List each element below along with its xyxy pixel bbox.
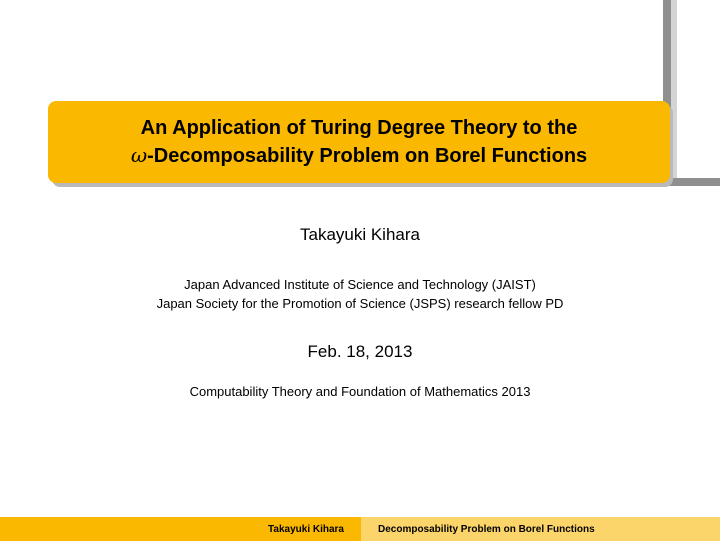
footer-title-section <box>361 517 720 541</box>
title-line-1: An Application of Turing Degree Theory to the <box>140 116 578 139</box>
institution-1: Japan Advanced Institute of Science and Technology (JAIST) <box>184 277 536 292</box>
footer-author: Takayuki Kihara <box>268 523 344 535</box>
presentation-date: Feb. 18, 2013 <box>307 342 413 361</box>
footer-author-section <box>0 517 361 541</box>
decorative-horizontal-stripe <box>671 178 720 186</box>
title-line-2 <box>131 142 587 170</box>
institution-2: Japan Society for the Promotion of Science (JSPS) research fellow PD <box>156 296 564 311</box>
conference-name: Computability Theory and Foundation of Mathematics 2013 <box>189 384 531 399</box>
footer-bar <box>0 517 720 541</box>
title-line-2-text: -Decomposability Problem on Borel Functions <box>147 144 588 167</box>
footer-short-title: Decomposability Problem on Borel Functions <box>378 523 595 535</box>
author-name: Takayuki Kihara <box>299 225 420 244</box>
title-box <box>48 101 670 183</box>
omega-symbol: ω <box>130 142 148 167</box>
